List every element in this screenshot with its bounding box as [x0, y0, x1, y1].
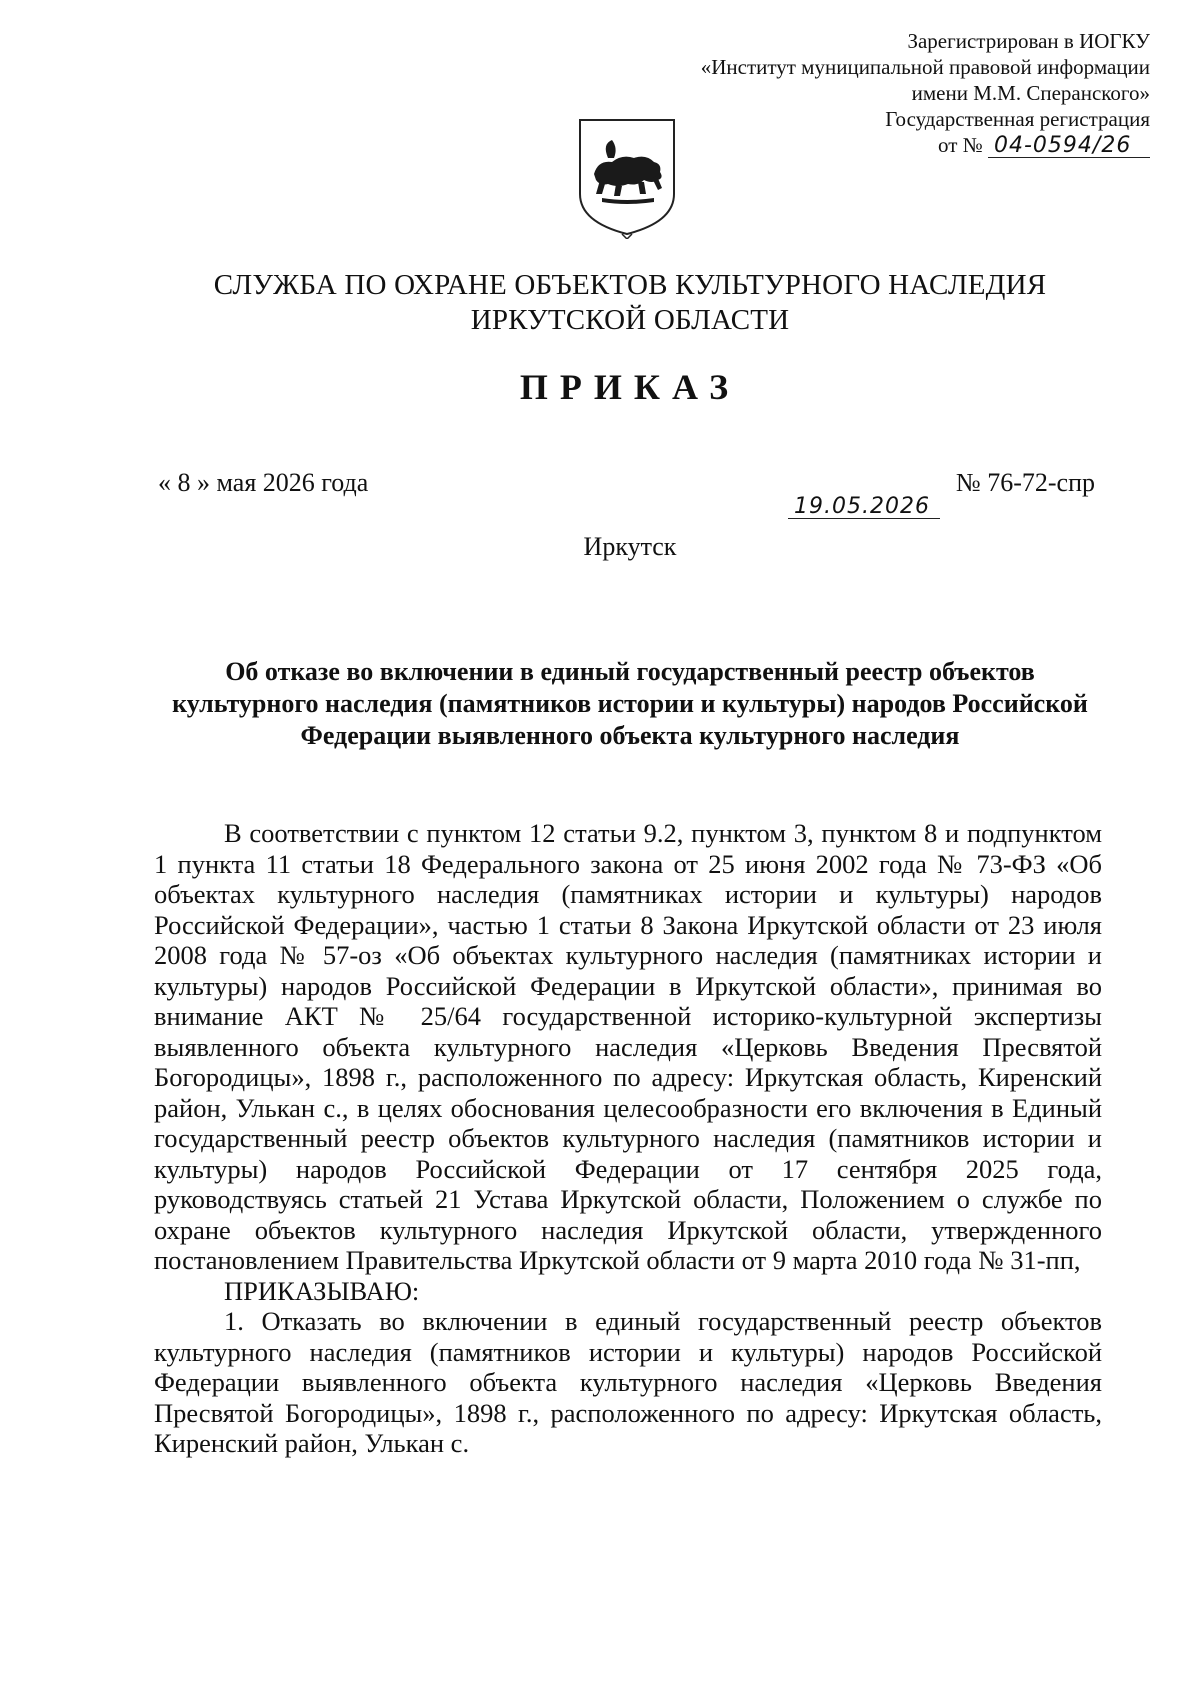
registration-date-handwritten: 19.05.2026	[788, 496, 940, 519]
registration-line-4: Государственная регистрация	[885, 107, 1150, 131]
order-number: № 76-72-спр	[955, 468, 1095, 497]
irkutsk-coat-of-arms-icon	[572, 114, 682, 239]
registration-date-prefix: от	[938, 133, 958, 157]
registration-line-2: «Институт муниципальной правовой информации	[700, 55, 1150, 79]
document-title: Об отказе во включении в единый государственный реестр объектов культурного наследия (памятников истории и культуры) народов Российской Федерации выявленного объекта культурного наследия	[172, 657, 1088, 750]
body-item-1: 1. Отказать во включении в единый государственный реестр объектов культурного наследия (памятников истории и культуры) народов Российской Федерации выявленного объекта культурного наследия «Церковь Введения Пресвятой Богородицы», 1898 г., расположенного по адресу: Иркутская область, Киренский район, Улькан с.	[154, 1306, 1102, 1458]
registration-line-1: Зарегистрирован в ИОГКУ	[907, 29, 1150, 53]
body-order-word: ПРИКАЗЫВАЮ:	[224, 1275, 420, 1306]
agency-name-line-1: СЛУЖБА ПО ОХРАНЕ ОБЪЕКТОВ КУЛЬТУРНОГО НАСЛЕДИЯ	[213, 269, 1047, 301]
agency-name-line-2: ИРКУТСКОЙ ОБЛАСТИ	[470, 304, 790, 336]
document-type: ПРИКАЗ	[519, 367, 741, 407]
city: Иркутск	[583, 532, 677, 561]
order-date: « 8 » мая 2026 года	[158, 468, 369, 497]
document-body	[154, 818, 1102, 1459]
registration-number-prefix: №	[962, 133, 983, 157]
body-preamble: В соответствии с пунктом 12 статьи 9.2, пунктом 3, пунктом 8 и подпунктом 1 пункта 11 статьи 18 Федерального закона от 25 июня 2002 года № 73-ФЗ «Об объектах культурного наследия (памятниках истории и культуры) народов Российской Федерации», частью 1 статьи 8 Закона Иркутской области от 23 июля 2008 года № 57-оз «Об объектах культурного наследия (памятниках истории и культуры) народов Российской Федерации в Иркутской области», принимая во внимание АКТ № 25/64 государственной историко-культурной экспертизы выявленного объекта культурного наследия «Церковь Введения Пресвятой Богородицы», 1898 г., расположенного по адресу: Иркутская область, Киренский район, Улькан с., в целях обоснования целесообразности его включения в Единый государственный реестр объектов культурного наследия (памятников истории и культуры) народов Российской Федерации от 17 сентября 2025 года, руководствуясь статьей 21 Устава Иркутской области, Положением о службе по охране объектов культурного наследия Иркутской области, утвержденного постановлением Правительства Иркутской области от 9 марта 2010 года № 31-пп,	[154, 818, 1102, 1275]
registration-line-3: имени М.М. Сперанского»	[911, 81, 1150, 105]
registration-number-handwritten: 04-0594/26	[988, 135, 1150, 158]
agency-name	[0, 268, 1200, 338]
